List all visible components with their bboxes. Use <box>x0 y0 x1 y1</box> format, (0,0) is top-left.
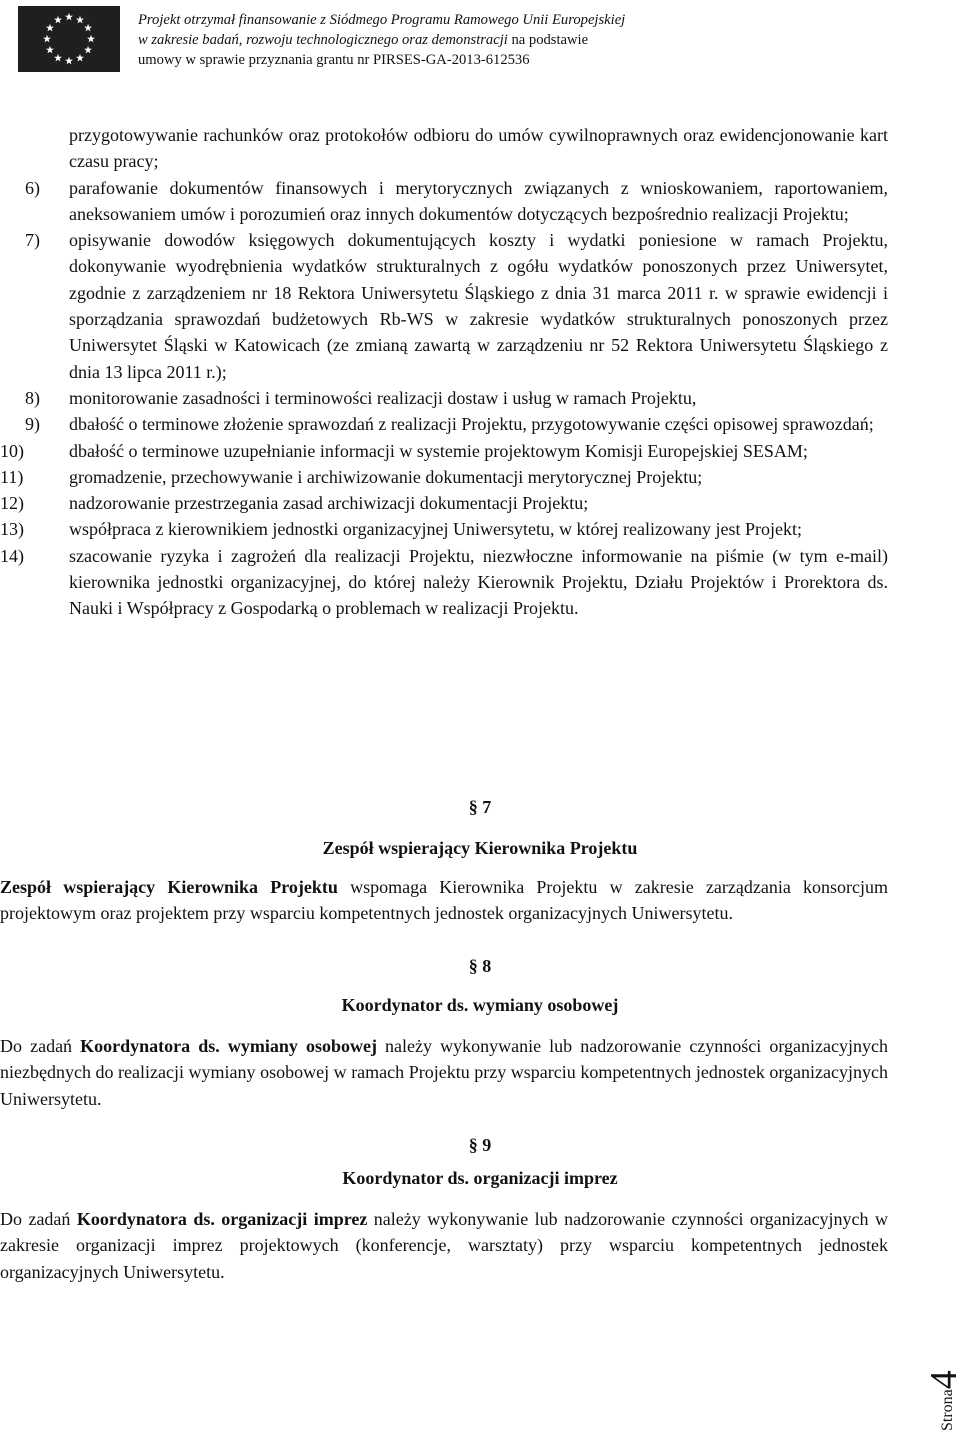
funding-note <box>138 10 625 70</box>
section-7-body <box>0 874 888 927</box>
list-item-text: współpraca z kierownikiem jednostki organizacyjnej Uniwersytetu, w której realizowany jest Projekt; <box>69 519 802 540</box>
list-item <box>0 543 888 622</box>
eu-star <box>84 24 92 32</box>
eu-star <box>87 35 95 43</box>
section-8-sign: § 8 <box>468 956 492 976</box>
list-item <box>0 411 888 437</box>
list-item-number: 9) <box>25 414 40 435</box>
eu-star <box>46 46 54 54</box>
section-7-bold-lead: Zespół wspierający Kierownika Projektu <box>0 877 338 897</box>
eu-star <box>76 54 84 62</box>
section-9-lead: Do zadań <box>0 1209 77 1229</box>
list-item <box>0 516 888 542</box>
section-9-title: Koordynator ds. organizacji imprez <box>342 1168 618 1188</box>
funding-line-1: Projekt otrzymał finansowanie z Siódmego Programu Ramowego Unii Europejskiej <box>138 12 626 28</box>
list-item-number: 13) <box>0 519 24 540</box>
list-item-number: 14) <box>0 545 24 566</box>
list-item-number: 11) <box>0 466 24 487</box>
section-8-body <box>0 1033 888 1112</box>
eu-star <box>65 13 73 21</box>
list-item-text: dbałość o terminowe złożenie sprawozdań z realizacji Projektu, przygotowywanie części opisowej sprawozdań; <box>69 414 874 435</box>
list-item-number: 12) <box>0 493 24 514</box>
list-item-text: monitorowanie zasadności i terminowości realizacji dostaw i usług w ramach Projektu, <box>69 387 697 408</box>
list-item-number: 10) <box>0 440 24 461</box>
section-8-lead: Do zadań <box>0 1036 81 1056</box>
page-label: Strona <box>939 1389 956 1431</box>
section-8-text: należy wykonywanie lub nadzorowanie czynności organizacyjnych niezbędnych do realizacji wymiany osobowej w ramach Projektu przy wsparciu kompetentnych jednostek organizacyjnych Uniwersytetu. <box>0 1036 888 1109</box>
list-item-text: nadzorowanie przestrzegania zasad archiwizacji dokumentacji Projektu; <box>69 493 589 514</box>
list-item-continuation: przygotowywanie rachunków oraz protokołów odbioru do umów cywilnoprawnych oraz ewidencjonowanie kart czasu pracy; <box>69 125 888 172</box>
list-item-text: gromadzenie, przechowywanie i archiwizowanie dokumentacji merytorycznej Projektu; <box>69 466 703 487</box>
eu-star <box>43 35 51 43</box>
funding-line-3: umowy w sprawie przyznania grantu nr PIRSES-GA-2013-612536 <box>138 52 530 68</box>
section-8-bold-lead: Koordynatora ds. wymiany osobowej <box>80 1036 377 1056</box>
section-7-text: wspomaga Kierownika Projektu w zakresie zarządzania konsorcjum projektowym oraz projektem przy wsparciu kompetentnych jednostek organizacyjnych Uniwersytetu. <box>0 877 888 924</box>
section-9-sign: § 9 <box>468 1135 492 1155</box>
section-7-title: Zespół wspierający Kierownika Projektu <box>322 838 638 858</box>
section-9-bold-lead: Koordynatora ds. organizacji imprez <box>76 1209 368 1229</box>
funding-line-2 <box>138 30 625 50</box>
funding-line-2-plain: na podstawie <box>511 32 589 48</box>
page-number <box>922 1347 965 1431</box>
funding-line-2-italic: w zakresie badań, rozwoju technologicznego oraz demonstracji <box>138 32 508 48</box>
list-item-number: 6) <box>25 177 40 198</box>
page-header <box>18 6 948 72</box>
list-item-text: dbałość o terminowe uzupełnianie informacji w systemie projektowym Komisji Europejskiej SESAM; <box>69 440 808 461</box>
list-item <box>0 385 888 411</box>
list-item <box>0 438 888 464</box>
eu-star <box>54 16 62 24</box>
section-9-text: należy wykonywanie lub nadzorowanie czynności organizacyjnych w zakresie organizacji imprez projektowych (konferencje, warsztaty) przy wsparciu kompetentnych jednostek organizacyjnych Uniwersytetu. <box>0 1209 888 1282</box>
eu-star <box>46 24 54 32</box>
duties-list <box>0 122 960 622</box>
section-8-title: Koordynator ds. wymiany osobowej <box>341 995 619 1015</box>
page-number-value: 4 <box>923 1370 965 1390</box>
eu-flag-icon <box>18 6 120 72</box>
section-7-sign: § 7 <box>468 797 492 817</box>
list-item-text: szacowanie ryzyka i zagrożeń dla realizacji Projektu, niezwłoczne informowanie na piśmie (w tym e-mail) kierownika jednostki organizacyjnej, do której należy Kierownik Projektu, Działu Projektów i Prorektora ds. Nauki i Współpracy z Gospodarką o problemach w realizacji Projektu. <box>69 545 888 619</box>
list-item <box>0 175 888 228</box>
list-item-number: 8) <box>25 387 40 408</box>
list-item-number: 7) <box>25 230 40 251</box>
list-item <box>0 490 888 516</box>
eu-star <box>54 54 62 62</box>
list-item-text: opisywanie dowodów księgowych dokumentujących koszty i wydatki poniesione w ramach Projektu, dokonywanie wyodrębnienia wydatków strukturalnych z ogółu wydatków ponoszonych przez Uniwersytet, zgodnie z zarządzeniem nr 18 Rektora Uniwersytetu Śląskiego z dnia 31 marca 2011 r. w sprawie ewidencji i sporządzania sprawozdań budżetowych Rb-WS w zakresie wydatków strukturalnych ponoszonych przez Uniwersytet Śląski w Katowicach (ze zmianą zawartą w zarządzeniu nr 52 Rektora Uniwersytetu Śląskiego z dnia 13 lipca 2011 r.); <box>69 230 888 382</box>
list-item <box>0 464 888 490</box>
section-9-body <box>0 1206 888 1285</box>
list-item <box>0 227 888 385</box>
eu-star <box>84 46 92 54</box>
list-item-text: parafowanie dokumentów finansowych i merytorycznych związanych z wnioskowaniem, raportowaniem, aneksowaniem umów i porozumień oraz innych dokumentów dotyczących bezpośrednio realizacji Projektu; <box>69 177 888 224</box>
eu-star <box>65 57 73 65</box>
eu-star <box>76 16 84 24</box>
